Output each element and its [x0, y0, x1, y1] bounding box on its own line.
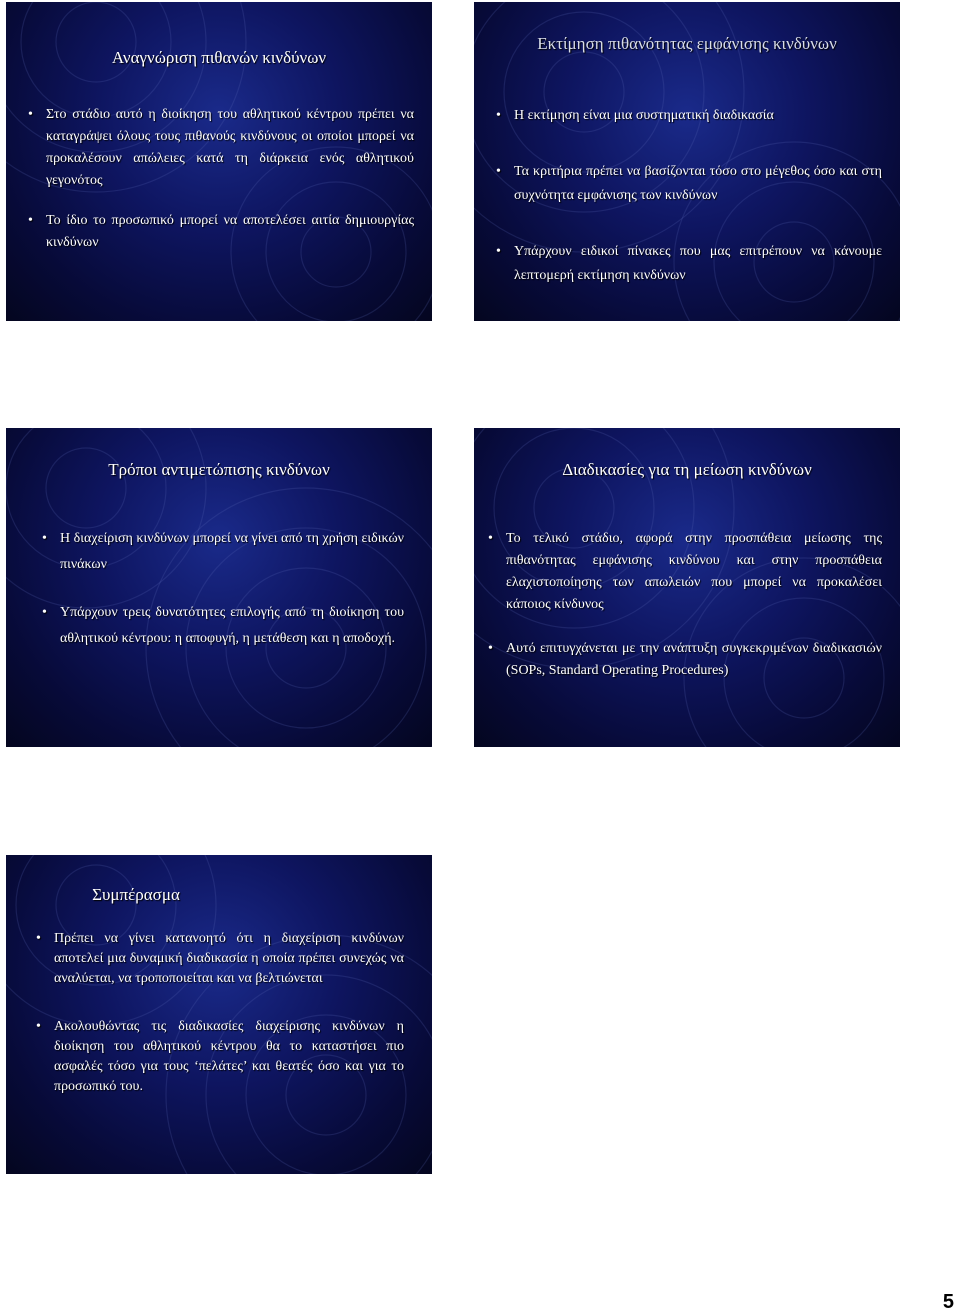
slide-2	[474, 2, 900, 321]
bullet-list	[28, 104, 414, 254]
bullet-item: • Το τελικό στάδιο, αφορά στην προσπάθεια μείωσης της πιθανότητας εμφάνισης κινδύνου και στην προσπάθεια ελαχιστοποίησης των απωλειών που μπορεί να προκαλέσει κάποιος κίνδυνος	[488, 528, 882, 616]
bullet-item: • Πρέπει να γίνει κατανοητό ότι η διαχείριση κινδύνων αποτελεί μια δυναμική διαδικασία η οποία πρέπει συνεχώς να αναλύεται, να τροποποιείται και να βελτιώνεται	[36, 929, 404, 989]
bullet-item: • Υπάρχουν ειδικοί πίνακες που μας επιτρέπουν να κάνουμε λεπτομερή εκτίμηση κινδύνων	[496, 240, 882, 288]
bullet-item: • Το ίδιο το προσωπικό μπορεί να αποτελέσει αιτία δημιουργίας κινδύνων	[28, 210, 414, 254]
bullet-list	[488, 528, 882, 682]
slide-title: Διαδικασίες για τη μείωση κινδύνων	[562, 460, 812, 479]
slide-1	[6, 2, 432, 321]
bullet-item: • Στο στάδιο αυτό η διοίκηση του αθλητικού κέντρου πρέπει να καταγράψει όλους τους πιθανούς κινδύνους οι οποίοι μπορεί να προκαλέσουν απώλειες κατά τη διάρκεια ενός αθλητικού γεγονότος	[28, 104, 414, 192]
bullet-list	[42, 526, 404, 652]
bullet-item: • Ακολουθώντας τις διαδικασίες διαχείρισης κινδύνων η διοίκηση του αθλητικού κέντρου θα το καταστήσει πιο ασφαλές τόσο για τους ‘πελάτες’ και θεατές όσο και για το προσωπικό του.	[36, 1017, 404, 1097]
bullet-list	[36, 929, 404, 1097]
page-number: 5	[942, 1291, 954, 1313]
bullet-item: • Τα κριτήρια πρέπει να βασίζονται τόσο στο μέγεθος όσο και στη συχνότητα εμφάνισης των κινδύνων	[496, 160, 882, 208]
slide-title: Τρόποι αντιμετώπισης κινδύνων	[108, 460, 330, 479]
slide-3	[6, 428, 432, 747]
slide-5	[6, 855, 432, 1174]
bullet-item: • Η διαχείριση κινδύνων μπορεί να γίνει από τη χρήση ειδικών πινάκων	[42, 526, 404, 578]
bullet-item: • Υπάρχουν τρεις δυνατότητες επιλογής από τη διοίκηση του αθλητικού κέντρου: η αποφυγή, η μετάθεση και η αποδοχή.	[42, 600, 404, 652]
bullet-list	[496, 104, 882, 288]
bullet-item: • Η εκτίμηση είναι μια συστηματική διαδικασία	[496, 104, 882, 128]
slide-4	[474, 428, 900, 747]
slide-title: Εκτίμηση πιθανότητας εμφάνισης κινδύνων	[537, 34, 837, 53]
slide-title: Αναγνώριση πιθανών κινδύνων	[111, 48, 327, 67]
slide-title: Συμπέρασμα	[92, 885, 180, 904]
bullet-item: • Αυτό επιτυγχάνεται με την ανάπτυξη συγκεκριμένων διαδικασιών (SOPs, Standard Operating Procedures)	[488, 638, 882, 682]
